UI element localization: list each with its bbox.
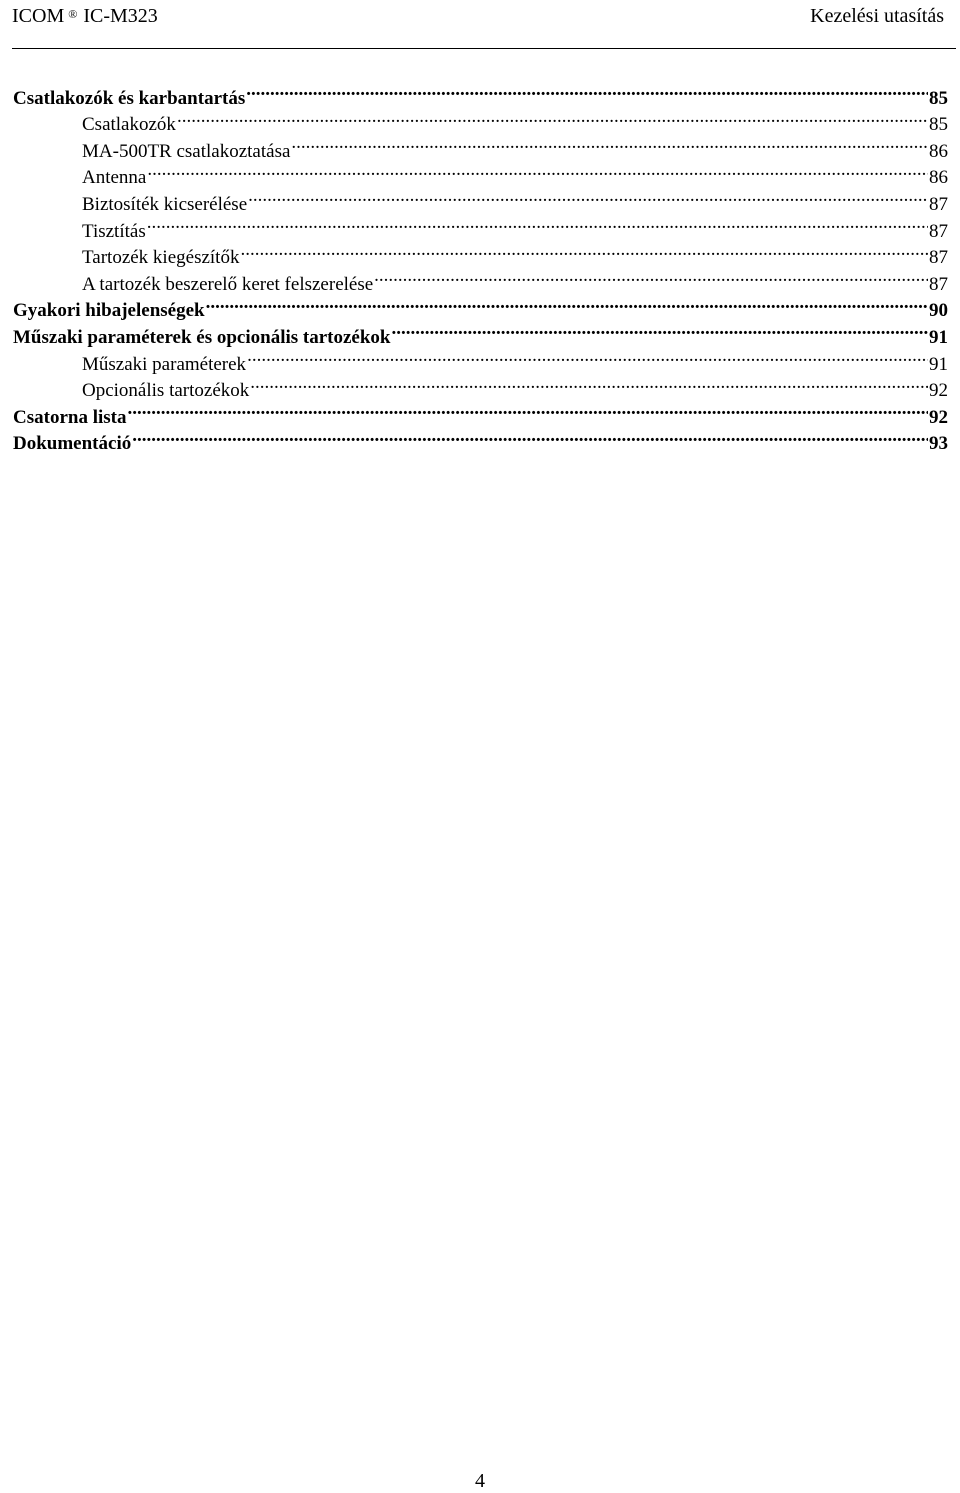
- toc-chapter-entry[interactable]: [13, 423, 948, 455]
- toc-dot-leader: [250, 370, 928, 397]
- toc-entry-title: Csatlakozók: [82, 114, 176, 136]
- toc-dot-leader: [374, 263, 928, 290]
- toc-chapter-entry[interactable]: [13, 396, 948, 428]
- toc-entry-page: 85: [929, 87, 948, 109]
- toc-dot-leader: [127, 396, 928, 423]
- toc-section-entry[interactable]: [13, 183, 948, 215]
- toc-entry-title: Antenna: [82, 167, 147, 189]
- toc-entry-title: Tisztítás: [82, 220, 146, 242]
- registered-trademark-mark: ®: [68, 7, 78, 21]
- toc-entry-page: 91: [929, 353, 948, 375]
- toc-dot-leader: [247, 343, 928, 370]
- toc-entry-page: 90: [929, 300, 948, 322]
- toc-entry-page: 92: [929, 406, 948, 428]
- toc-entry-title: Opcionális tartozékok: [82, 380, 250, 402]
- toc-entry-page: 93: [929, 433, 948, 455]
- toc-dot-leader: [177, 104, 928, 131]
- toc-entry-title: Műszaki paraméterek és opcionális tartozékok: [13, 326, 391, 348]
- toc-dot-leader: [147, 157, 928, 184]
- header-document-title: Kezelési utasítás: [810, 5, 944, 27]
- toc-entry-title: Gyakori hibajelenségek: [13, 300, 205, 322]
- toc-entry-page: 85: [929, 114, 948, 136]
- toc-dot-leader: [132, 423, 928, 450]
- toc-entry-title: Tartozék kiegészítők: [82, 247, 240, 269]
- header-divider: [12, 48, 956, 49]
- toc-dot-leader: [291, 130, 928, 157]
- toc-entry-title: Biztosíték kicserélése: [82, 193, 248, 215]
- header-product: [12, 4, 158, 28]
- toc-entry-title: Dokumentáció: [13, 433, 132, 455]
- header-brand: ICOM: [12, 5, 65, 27]
- toc-entry-page: 86: [929, 140, 948, 162]
- toc-dot-leader: [246, 77, 928, 104]
- page-header: [12, 4, 948, 34]
- toc-entry-title: Csatorna lista: [13, 406, 127, 428]
- toc-entry-page: 86: [929, 167, 948, 189]
- toc-entry-page: 87: [929, 247, 948, 269]
- toc-dot-leader: [206, 290, 928, 317]
- toc-entry-page: 92: [929, 380, 948, 402]
- page-number: 4: [475, 1470, 485, 1492]
- header-model: IC-M323: [83, 5, 158, 27]
- toc-section-entry[interactable]: [13, 237, 948, 269]
- table-of-contents: [13, 77, 948, 455]
- toc-entry-page: 91: [929, 326, 948, 348]
- toc-section-entry[interactable]: [13, 210, 948, 242]
- toc-section-entry[interactable]: [13, 157, 948, 189]
- toc-entry-title: Csatlakozók és karbantartás: [13, 87, 246, 109]
- toc-dot-leader: [240, 237, 928, 264]
- toc-dot-leader: [147, 210, 928, 237]
- toc-entry-title: Műszaki paraméterek: [82, 353, 247, 375]
- toc-entry-page: 87: [929, 273, 948, 295]
- toc-entry-page: 87: [929, 220, 948, 242]
- toc-entry-title: MA-500TR csatlakoztatása: [82, 140, 291, 162]
- toc-dot-leader: [248, 183, 928, 210]
- toc-entry-title: A tartozék beszerelő keret felszerelése: [82, 273, 374, 295]
- toc-entry-page: 87: [929, 193, 948, 215]
- toc-dot-leader: [392, 316, 929, 343]
- toc-chapter-entry[interactable]: [13, 77, 948, 109]
